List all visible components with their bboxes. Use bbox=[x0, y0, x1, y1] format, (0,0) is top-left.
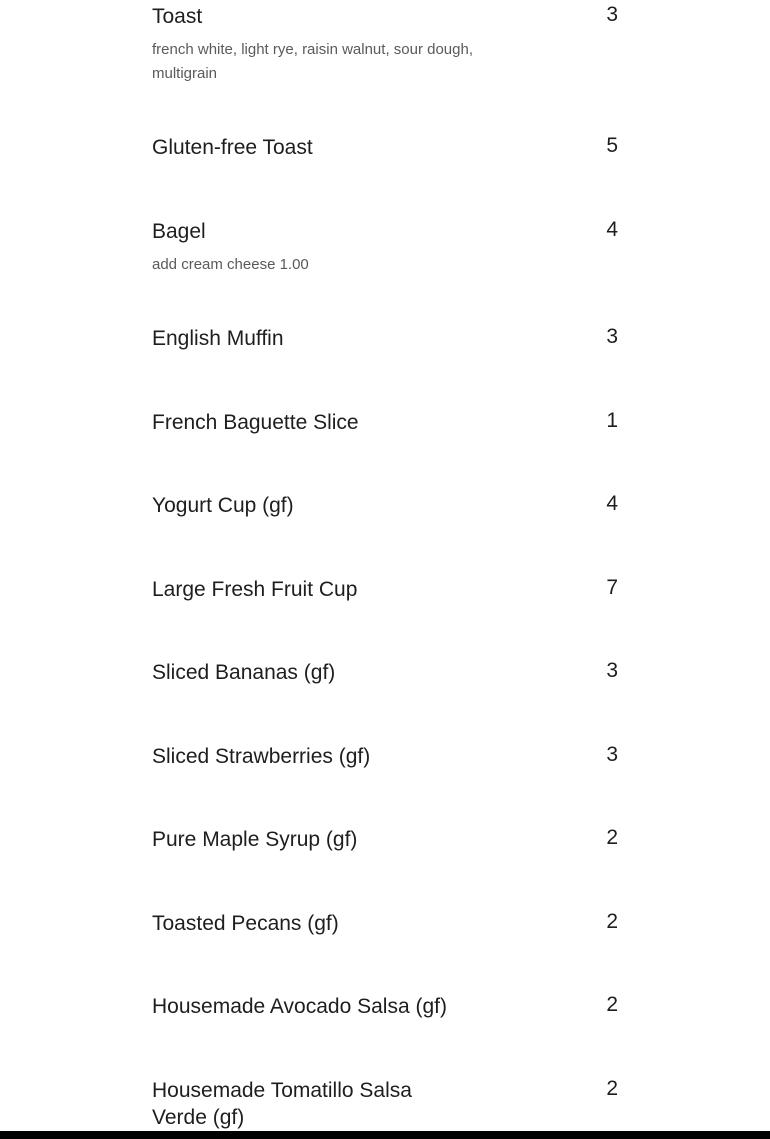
item-price: 3 bbox=[606, 659, 618, 682]
item-price: 3 bbox=[606, 743, 618, 766]
item-price: 5 bbox=[606, 134, 618, 157]
item-name: Toast bbox=[152, 5, 203, 28]
item-name: Housemade Avocado Salsa (gf) bbox=[152, 995, 447, 1018]
item-price: 1 bbox=[606, 409, 618, 432]
item-name: Gluten-free Toast bbox=[152, 136, 313, 159]
item-name: Sliced Bananas (gf) bbox=[152, 661, 336, 684]
item-name: Yogurt Cup (gf) bbox=[152, 494, 294, 517]
item-name: Sliced Strawberries (gf) bbox=[152, 745, 371, 768]
item-price: 2 bbox=[606, 993, 618, 1016]
item-name: Large Fresh Fruit Cup bbox=[152, 578, 358, 601]
item-price: 2 bbox=[606, 826, 618, 849]
bottom-edge-bar bbox=[0, 1131, 770, 1139]
item-price: 3 bbox=[606, 3, 618, 26]
item-price: 4 bbox=[606, 492, 618, 515]
item-price: 2 bbox=[606, 1077, 618, 1100]
item-price: 7 bbox=[606, 576, 618, 599]
item-price: 2 bbox=[606, 910, 618, 933]
item-name: French Baguette Slice bbox=[152, 411, 359, 434]
item-description: french white, light rye, raisin walnut, sour dough, multigrain bbox=[152, 41, 473, 82]
item-price: 3 bbox=[606, 325, 618, 348]
item-name: Bagel bbox=[152, 220, 206, 243]
item-description: add cream cheese 1.00 bbox=[152, 256, 309, 273]
item-name: Housemade Tomatillo Salsa Verde (gf) bbox=[152, 1079, 412, 1129]
item-name: English Muffin bbox=[152, 327, 284, 350]
item-name: Toasted Pecans (gf) bbox=[152, 912, 339, 935]
item-name: Pure Maple Syrup (gf) bbox=[152, 828, 358, 851]
item-price: 4 bbox=[606, 218, 618, 241]
